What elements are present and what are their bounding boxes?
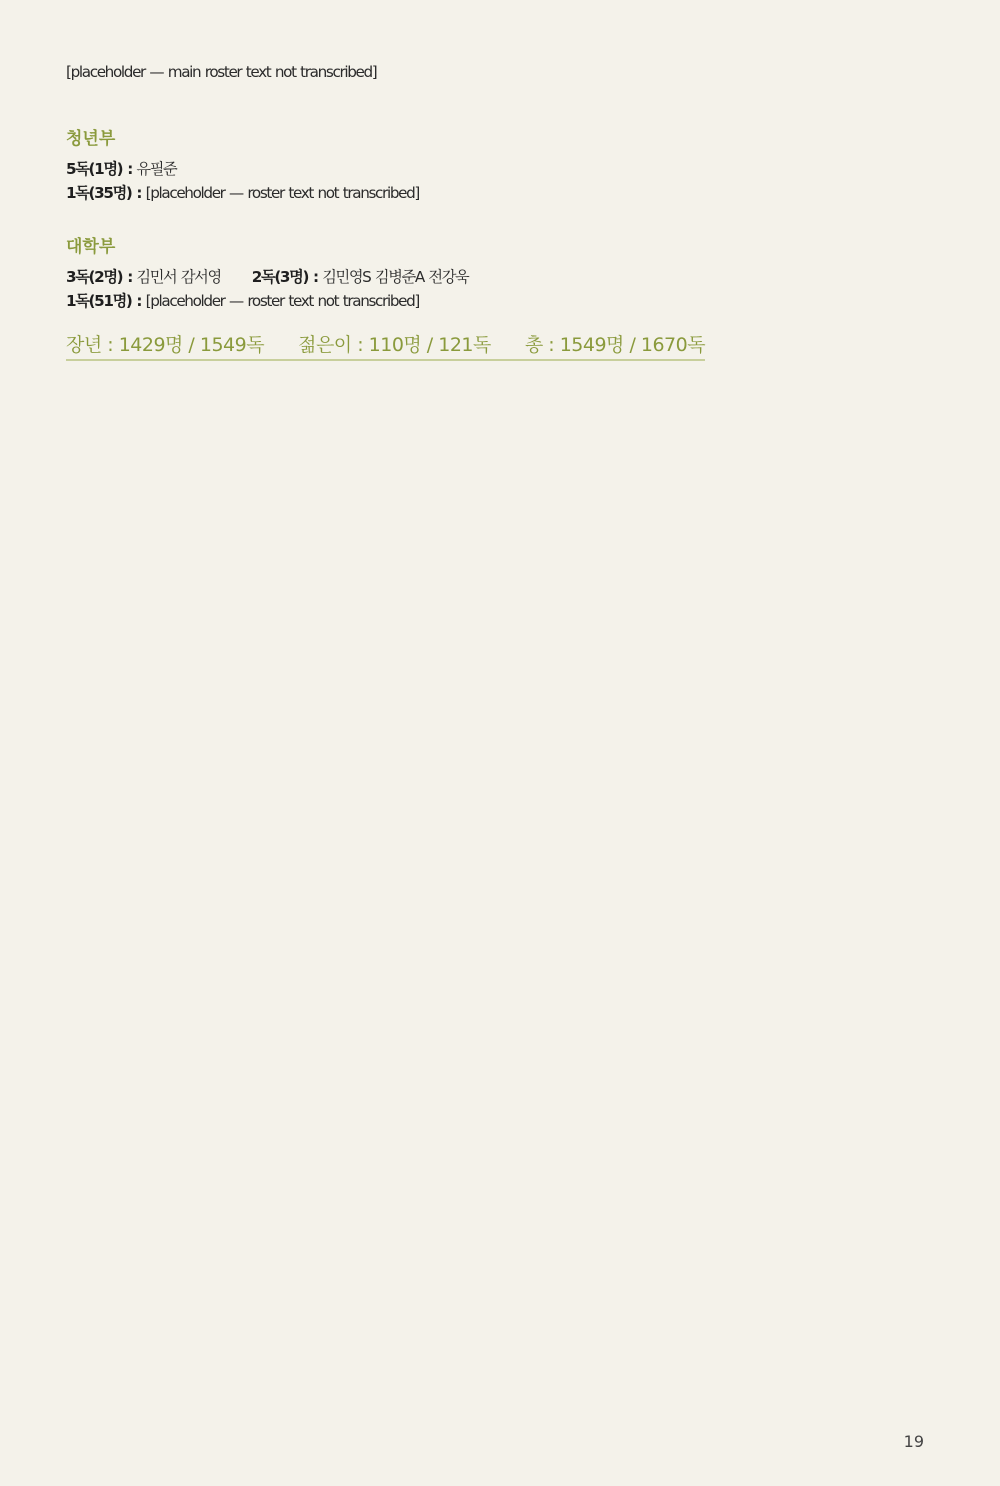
total-overall: 총 : 1549명 / 1670독 [524,333,706,356]
names-list: [placeholder — roster text not transcribed] [145,292,419,311]
rank-label: 1독(51명) : [66,292,142,311]
names-list: 유필준 [136,159,177,178]
page-content [66,60,932,361]
total-adults: 장년 : 1429명 / 1549독 [66,333,265,356]
rank-label: 1독(35명) : [66,184,142,203]
main-roster-list: [placeholder — main roster text not transcribed] [66,63,377,81]
college-group-3-2 [66,265,932,290]
names-list: 김민영S 김병준A 전강욱 [322,267,469,286]
section-title-college: 대학부 [66,236,116,257]
names-list: 김민서 감서영 [136,267,221,286]
youth-group-1 [66,181,932,206]
rank-label: 3독(2명) : [66,267,132,286]
totals-summary [66,330,705,361]
page-number: 19 [903,1432,924,1451]
names-list: [placeholder — roster text not transcribed] [145,184,419,203]
section-title-youth: 청년부 [66,128,116,149]
total-young: 젊은이 : 110명 / 121독 [298,333,491,356]
youth-group-5 [66,157,932,182]
rank-label: 2독(3명) : [251,267,318,286]
rank-label: 5독(1명) : [66,159,132,178]
college-group-1 [66,289,932,314]
